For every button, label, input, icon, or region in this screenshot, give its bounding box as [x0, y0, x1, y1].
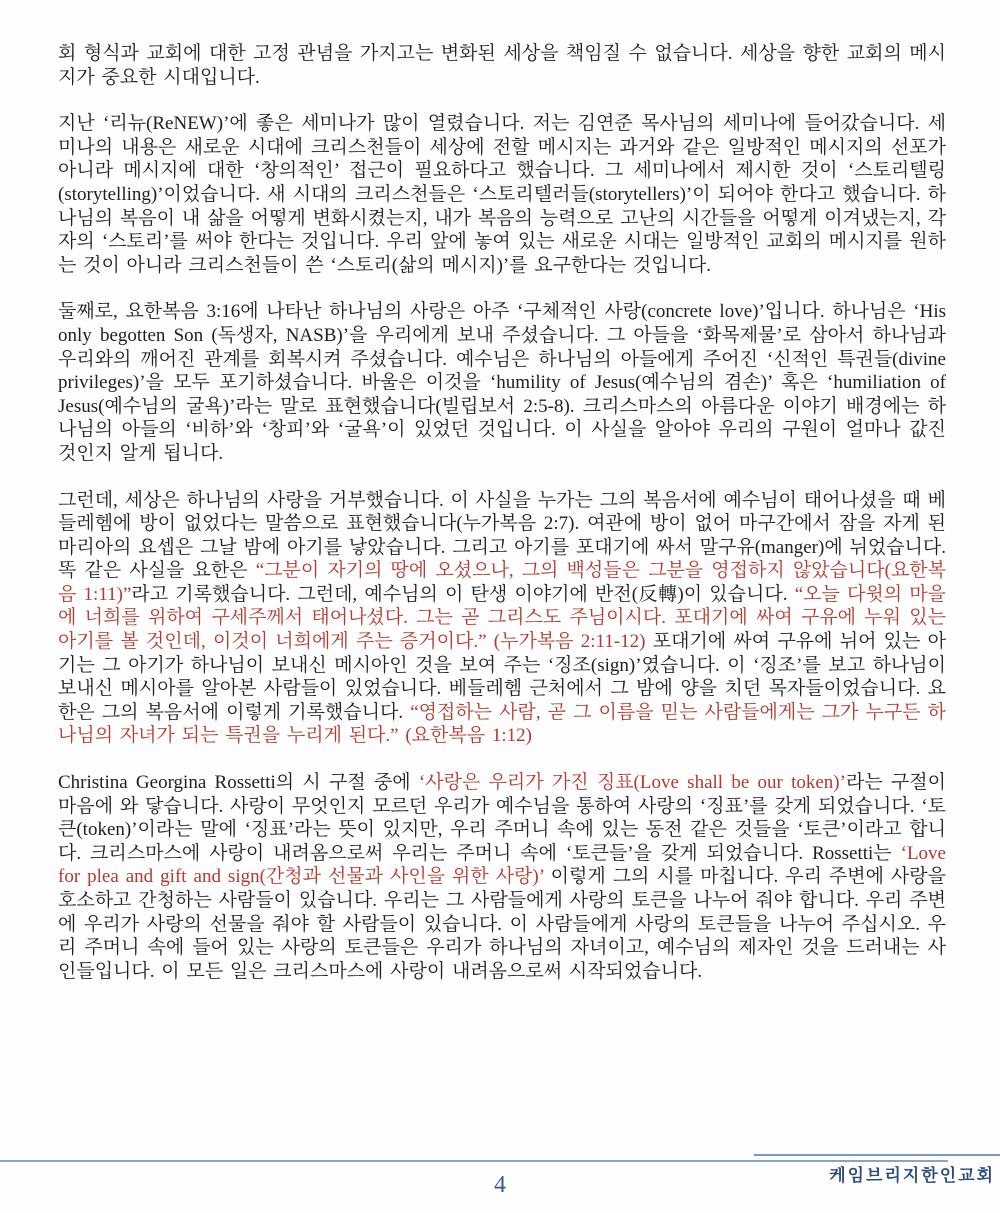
- body-text: 라는 구절이 마음에 와 닿습니다. 사랑이 무엇인지 모르던 우리가 예수님을 통하여 사랑의 ‘징표’를 갖게 되었습니다. ‘토큰(token)’이라는 말에 ‘징표’라는 뜻이 있지만, 우리 주머니 속에 있는 동전 같은 것들을 ‘토큰’이라고 합니다. 크리스마스에 사랑이 내려옴으로써 우리는 주머니 속에 ‘토큰들’을 갖게 되었습니다. Rossetti는: [58, 772, 946, 864]
- body-text: 포대기에 싸여 구유에 뉘어 있는 아기는 그 아기가 하나님이 보내신 메시아인 것을 보여 주는 ‘징조(sign)’였습니다. 이 ‘징조’를 보고 하나님이 보내신 메시아를 알아본 사람들이 있었습니다. 베들레헴 근처에서 그 밤에 양을 치던 목자들이었습니다. 요한은 그의 복음서에 이렇게 기록했습니다.: [58, 631, 946, 723]
- church-name: 케임브리지한인교회: [829, 1166, 995, 1185]
- church-name-overline: [754, 1154, 1000, 1156]
- body-paragraph: [58, 771, 946, 983]
- text-body: [58, 42, 946, 1006]
- body-paragraph: [58, 112, 946, 277]
- highlighted-quote: ‘사랑은 우리가 가진 징표(Love shall be our token)’: [418, 772, 846, 794]
- footer-divider: [0, 1160, 948, 1162]
- body-text: 라고 기록했습니다. 그런데, 예수님의 이 탄생 이야기에 반전(反轉)이 있습니다.: [131, 583, 795, 605]
- body-text: 지난 ‘리뉴(ReNEW)’에 좋은 세미나가 많이 열렸습니다. 저는 김연준 목사님의 세미나에 들어갔습니다. 세미나의 내용은 새로운 시대에 크리스천들이 세상에 전할 메시지는 과거와 같은 일방적인 메시지의 선포가 아니라 메시지에 대한 ‘창의적인’ 접근이 필요하다고 했습니다. 그 세미나에서 제시한 것이 ‘스토리텔링(storytelling)’이었습니다. 새 시대의 크리스천들은 ‘스토리텔러들(storytellers)’이 되어야 한다고 했습니다. 하나님의 복음이 내 삶을 어떻게 변화시켰는지, 내가 복음의 능력으로 고난의 시간들을 어떻게 이겨냈는지, 각자의 ‘스토리’를 써야 한다는 것입니다. 우리 앞에 놓여 있는 새로운 시대는 일방적인 교회의 메시지를 원하는 것이 아니라 크리스천들이 쓴 ‘스토리(삶의 메시지)’를 요구한다는 것입니다.: [58, 113, 946, 276]
- highlighted-quote: “오늘 다윗의 마을에 너희를 위하여 구세주께서 태어나셨다. 그는 곧 그리스도 주님이시다. 포대기에 싸여 구유에 누워 있는 아기를 볼 것인데, 이것이 너희에게 주는 증거이다.” (누가복음 2:11-12): [58, 583, 946, 653]
- body-text: 둘째로, 요한복음 3:16에 나타난 하나님의 사랑은 아주 ‘구체적인 사랑(concrete love)’입니다. 하나님은 ‘His only begotten Son (독생자, NASB)’을 우리에게 보내 주셨습니다. 그 아들을 ‘화목제물’로 삼아서 하나님과 우리와의 깨어진 관계를 회복시켜 주셨습니다. 예수님은 하나님의 아들에게 주어진 ‘신적인 특권들(divine privileges)’을 모두 포기하셨습니다. 바울은 이것을 ‘humility of Jesus(예수님의 겸손)’ 혹은 ‘humiliation of Jesus(예수님의 굴욕)’라는 말로 표현했습니다(빌립보서 2:5-8). 크리스마스의 아름다운 이야기 배경에는 하나님의 아들의 ‘비하’와 ‘창피’와 ‘굴욕’이 있었던 것입니다. 이 사실을 알아야 우리의 구원이 얼마나 값진 것인지 알게 됩니다.: [58, 301, 946, 464]
- body-paragraph: [58, 489, 946, 749]
- body-paragraph: [58, 42, 946, 89]
- highlighted-quote: ‘Love for plea and gift and sign(간청과 선물과 사인을 위한 사랑)’: [58, 842, 946, 888]
- highlighted-quote: “그분이 자기의 땅에 오셨으나, 그의 백성들은 그분을 영접하지 않았습니다(요한복음 1:11)”: [58, 560, 947, 605]
- body-text: 회 형식과 교회에 대한 고정 관념을 가지고는 변화된 세상을 책임질 수 없습니다. 세상을 향한 교회의 메시지가 중요한 시대입니다.: [58, 43, 946, 88]
- body-paragraph: [58, 300, 946, 465]
- page-number: 4: [494, 1172, 506, 1198]
- body-text: 이렇게 그의 시를 마칩니다. 우리 주변에 사랑을 호소하고 간청하는 사람들이 있습니다. 우리는 그 사람들에게 사랑의 토큰을 나누어 줘야 합니다. 우리 주변에 우리가 사랑의 선물을 줘야 할 사람들이 있습니다. 이 사람들에게 사랑의 토큰들을 나누어 주십시오. 우리 주머니 속에 들어 있는 사랑의 토큰들은 우리가 하나님의 자녀이고, 예수님의 제자인 것을 드러내는 사인들입니다. 이 모든 일은 크리스마스에 사랑이 내려옴으로써 시작되었습니다.: [58, 866, 946, 982]
- highlighted-quote: “영접하는 사람, 곧 그 이름을 믿는 사람들에게는 그가 누구든 하나님의 자녀가 되는 특권을 누리게 된다.” (요한복음 1:12): [58, 701, 946, 747]
- body-text: Christina Georgina Rossetti의 시 구절 중에: [58, 772, 419, 794]
- body-text: 그런데, 세상은 하나님의 사랑을 거부했습니다. 이 사실을 누가는 그의 복음서에 예수님이 태어나셨을 때 베들레헴에 방이 없었다는 말씀으로 표현했습니다(누가복음 2:7). 여관에 방이 없어 마구간에서 잠을 자게 된 마리아의 요셉은 그날 밤에 아기를 낳았습니다. 그리고 아기를 포대기에 싸서 말구유(manger)에 뉘었습니다. 똑 같은 사실을 요한은: [58, 489, 946, 582]
